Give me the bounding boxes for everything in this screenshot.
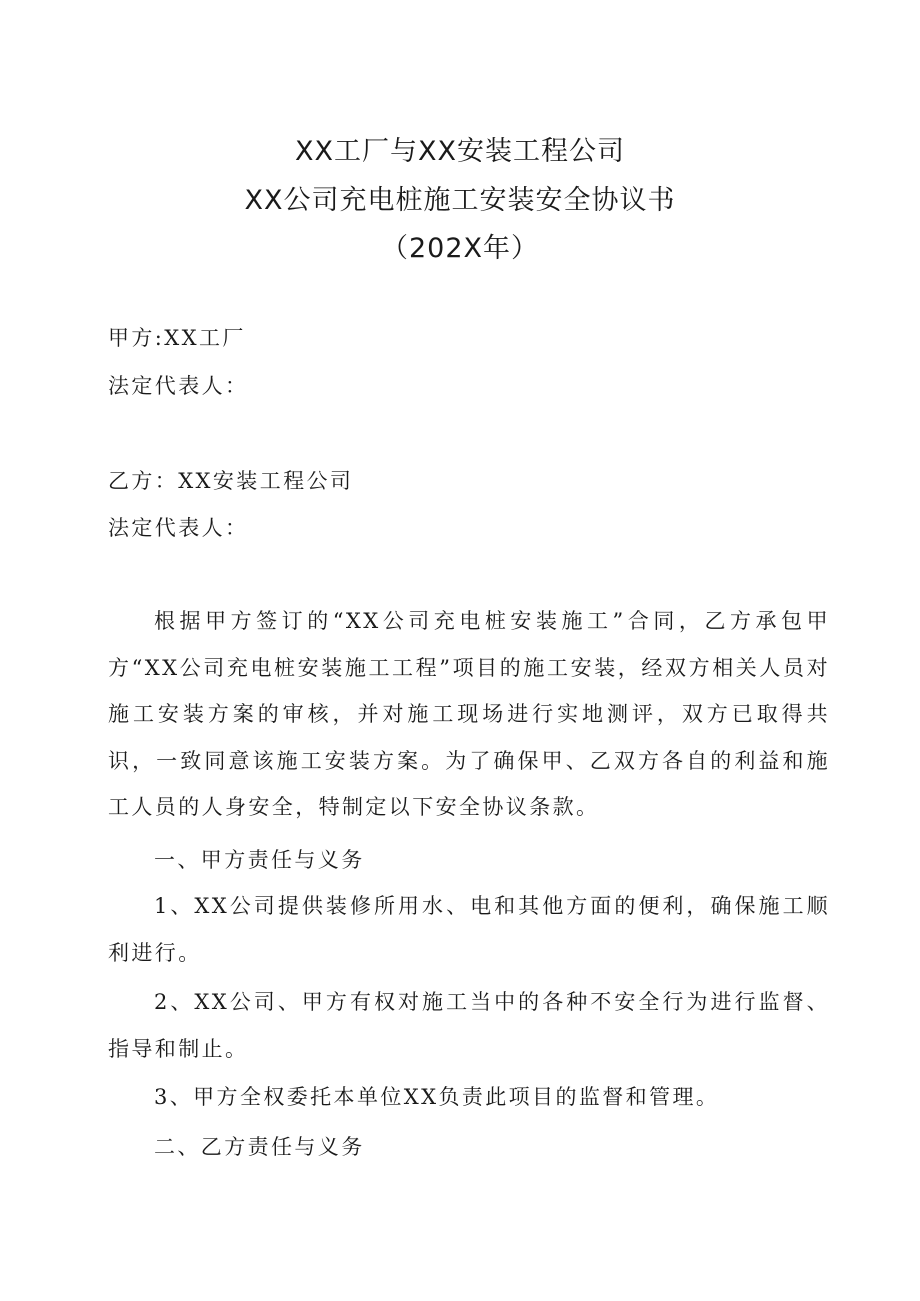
party-b: 乙方：XX安装工程公司 <box>108 469 354 493</box>
party-a-representative: 法定代表人： <box>108 374 249 398</box>
section-1-item-2: 2、XX公司、甲方有权对施工当中的各种不安全行为进行监督、指导和制止。 <box>108 990 830 1061</box>
section-1-heading: 一、甲方责任与义务 <box>154 848 365 872</box>
section-1-item-3: 3、甲方全权委托本单位XX负责此项目的监督和管理。 <box>154 1085 720 1109</box>
title-line-2: XX公司充电桩施工安装安全协议书 <box>244 185 676 216</box>
party-a: 甲方:XX工厂 <box>108 326 246 350</box>
intro-paragraph: 根据甲方签订的“XX公司充电桩安装施工”合同，乙方承包甲方“XX公司充电桩安装施工工程”项目的施工安装，经双方相关人员对施工安装方案的审核，并对施工现场进行实地测评，双方已取得共识，一致同意该施工安装方案。为了确保甲、乙双方各自的利益和施工人员的人身安全，特制定以下安全协议条款。 <box>108 609 830 819</box>
section-1-item-1: 1、XX公司提供装修所用水、电和其他方面的便利，确保施工顺利进行。 <box>108 894 830 965</box>
section-2-heading: 二、乙方责任与义务 <box>154 1135 365 1159</box>
title-line-1: XX工厂与XX安装工程公司 <box>295 136 625 167</box>
title-line-3: （202X年） <box>380 233 540 264</box>
party-b-representative: 法定代表人： <box>108 516 249 540</box>
